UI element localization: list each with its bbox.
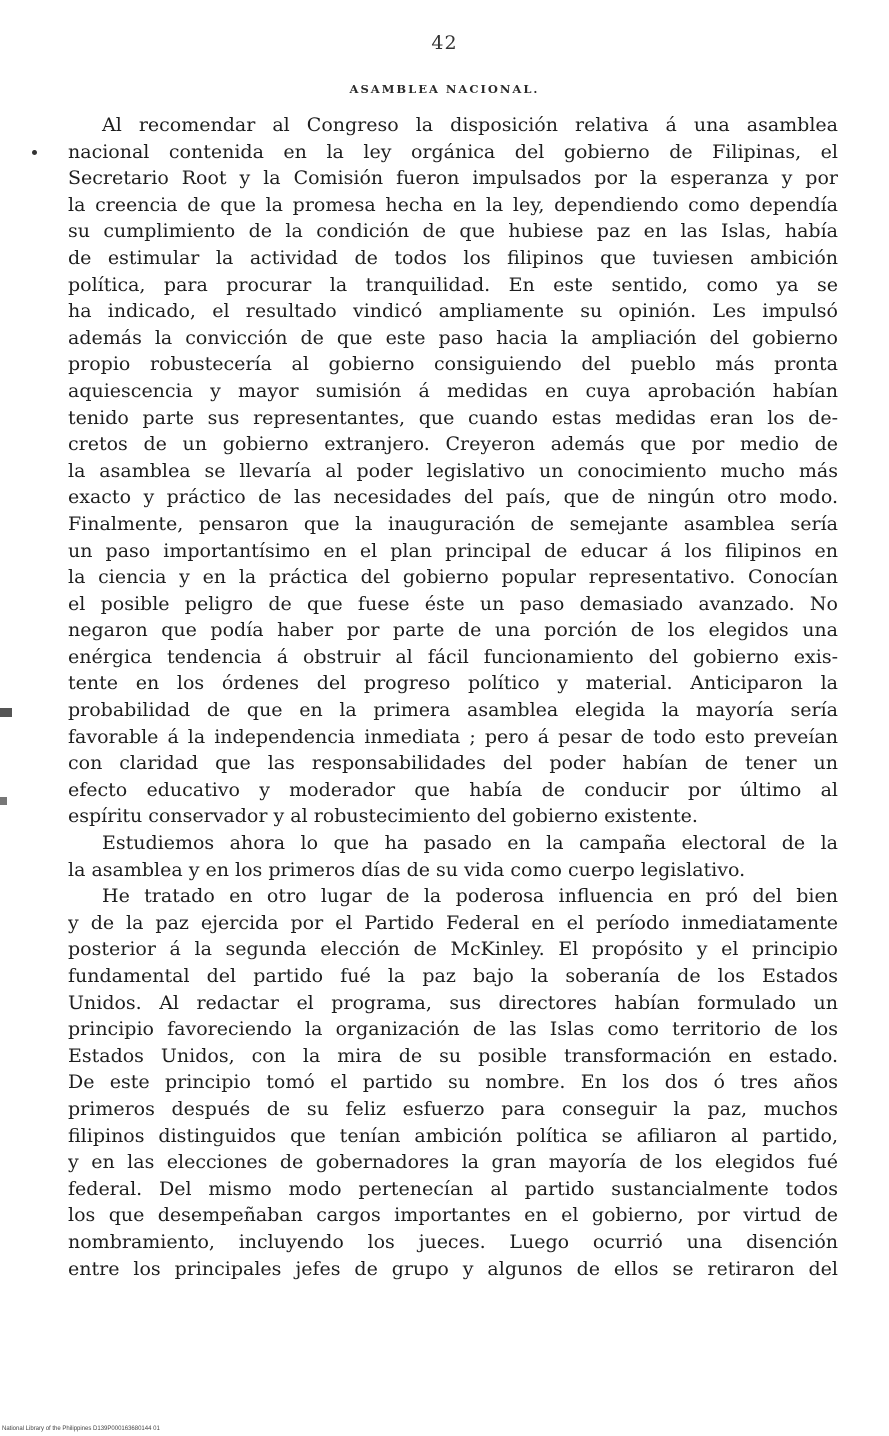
- text-line: un paso importantísimo en el plan principal de educar á los filipinos en: [68, 539, 838, 562]
- text-line: nombramiento, incluyendo los jueces. Luego ocurrió una disención: [68, 1230, 838, 1253]
- text-line: espíritu conservador y al robustecimiento del gobierno existente.: [68, 805, 698, 828]
- text-line: política, para procurar la tranquilidad. En este sentido, como ya se: [68, 273, 838, 296]
- footer-credit: National Library of the Philippines D139P000163680144 01: [2, 1426, 160, 1432]
- text-line: probabilidad de que en la primera asamblea elegida la mayoría sería: [68, 699, 838, 722]
- text-line: ha indicado, el resultado vindicó ampliamente su opinión. Les impulsó: [68, 300, 838, 323]
- text-line: el posible peligro de que fuese éste un paso demasiado avanzado. No: [68, 592, 838, 615]
- text-line: además la convicción de que este paso hacia la ampliación del gobierno: [68, 326, 838, 349]
- text-line: de estimular la actividad de todos los filipinos que tuviesen ambición: [68, 246, 838, 269]
- text-line: federal. Del mismo modo pertenecían al partido sustancialmente todos: [68, 1177, 838, 1200]
- text-line: enérgica tendencia á obstruir al fácil funcionamiento del gobierno exis-: [68, 645, 838, 668]
- text-line: Unidos. Al redactar el programa, sus directores habían formulado un: [68, 991, 838, 1014]
- text-line: Secretario Root y la Comisión fueron impulsados por la esperanza y por: [68, 167, 838, 190]
- text-line: cretos de un gobierno extranjero. Creyeron además que por medio de: [68, 433, 838, 456]
- text-line: efecto educativo y moderador que había de conducir por último al: [68, 778, 838, 801]
- text-line: Finalmente, pensaron que la inauguración de semejante asamblea sería: [68, 512, 838, 535]
- text-line: su cumplimiento de la condición de que hubiese paz en las Islas, había: [68, 220, 838, 243]
- text-line: aquiescencia y mayor sumisión á medidas en cuya aprobación habían: [68, 379, 838, 402]
- body-text: [68, 112, 838, 1282]
- text-line: filipinos distinguidos que tenían ambición política se afiliaron al partido,: [68, 1124, 838, 1147]
- text-line: la asamblea se llevaría al poder legislativo un conocimiento mucho más: [68, 459, 838, 482]
- text-line: entre los principales jefes de grupo y algunos de ellos se retiraron del: [68, 1257, 838, 1280]
- text-line: la ciencia y en la práctica del gobierno popular representativo. Conocían: [68, 566, 838, 589]
- text-line: Estudiemos ahora lo que ha pasado en la campaña electoral de la: [102, 832, 838, 855]
- text-line: exacto y práctico de las necesidades del país, que de ningún otro modo.: [68, 486, 838, 509]
- text-line: tenido parte sus representantes, que cuando estas medidas eran los de-: [68, 406, 838, 429]
- text-line: tente en los órdenes del progreso político y material. Anticiparon la: [68, 672, 838, 695]
- text-line: negaron que podía haber por parte de una porción de los elegidos una: [68, 619, 838, 642]
- text-line: con claridad que las responsabilidades del poder habían de tener un: [68, 752, 838, 775]
- text-line: primeros después de su feliz esfuerzo para conseguir la paz, muchos: [68, 1097, 838, 1120]
- text-line: posterior á la segunda elección de McKinley. El propósito y el principio: [68, 938, 838, 961]
- margin-mark: [32, 150, 37, 155]
- text-line: la asamblea y en los primeros días de su vida como cuerpo legislativo.: [68, 858, 746, 881]
- text-line: la creencia de que la promesa hecha en la ley, dependiendo como dependía: [68, 193, 838, 216]
- text-line: los que desempeñaban cargos importantes en el gobierno, por virtud de: [68, 1204, 838, 1227]
- text-line: De este principio tomó el partido su nombre. En los dos ó tres años: [68, 1071, 838, 1094]
- text-line: principio favoreciendo la organización de las Islas como territorio de los: [68, 1018, 838, 1041]
- text-line: favorable á la independencia inmediata ; pero á pesar de todo esto preveían: [68, 725, 838, 748]
- text-line: propio robustecería al gobierno consiguiendo del pueblo más pronta: [68, 353, 838, 376]
- text-line: Al recomendar al Congreso la disposición relativa á una asamblea: [102, 114, 838, 136]
- page-number: 42: [431, 32, 458, 54]
- margin-mark: [0, 708, 12, 717]
- text-line: y de la paz ejercida por el Partido Federal en el período inmediatamente: [68, 911, 838, 934]
- text-line: He tratado en otro lugar de la poderosa influencia en pró del bien: [102, 885, 838, 908]
- text-line: Estados Unidos, con la mira de su posible transformación en estado.: [68, 1044, 838, 1067]
- text-line: fundamental del partido fué la paz bajo la soberanía de los Estados: [68, 965, 838, 987]
- text-line: y en las elecciones de gobernadores la gran mayoría de los elegidos fué: [68, 1151, 838, 1174]
- text-line: nacional contenida en la ley orgánica del gobierno de Filipinas, el: [68, 140, 838, 163]
- running-head: ASAMBLEA NACIONAL.: [349, 82, 540, 96]
- margin-mark: [0, 797, 7, 805]
